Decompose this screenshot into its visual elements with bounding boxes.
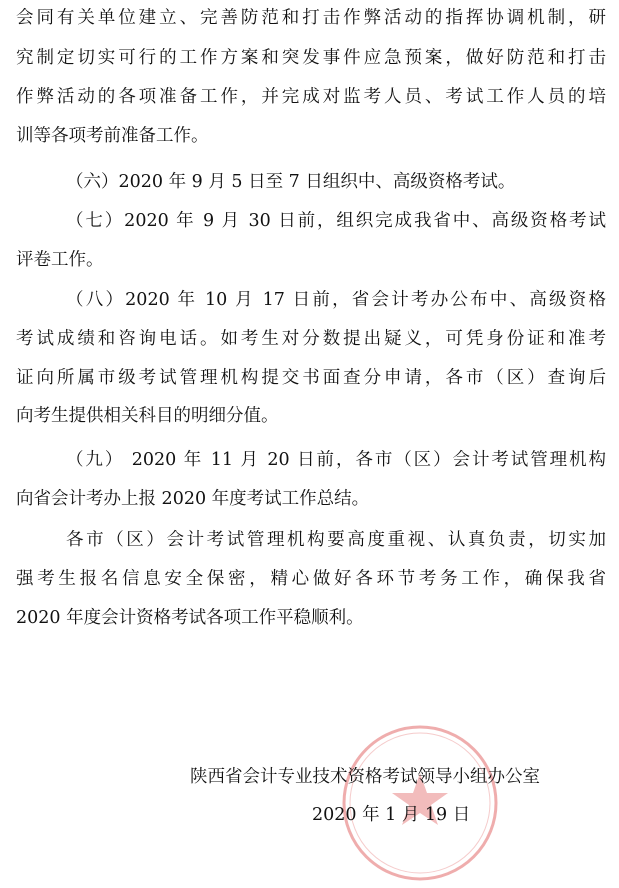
body-line: 会同有关单位建立、完善防范和打击作弊活动的指挥协调机制，研: [16, 8, 606, 28]
body-line: 考试成绩和咨询电话。如考生对分数提出疑义，可凭身份证和准考: [16, 329, 606, 349]
body-line: 向省会计考办上报 2020 年度考试工作总结。: [16, 489, 370, 509]
body-line: 2020 年度会计资格考试各项工作平稳顺利。: [16, 608, 364, 628]
body-line: 训等各项考前准备工作。: [16, 126, 209, 146]
issue-date: 2020 年 1 月 19 日: [312, 805, 471, 825]
issuing-organization: 陕西省会计专业技术资格考试领导小组办公室: [190, 767, 540, 787]
body-line: （六）2020 年 9 月 5 日至 7 日组织中、高级资格考试。: [66, 172, 516, 192]
body-line: 证向所属市级考试管理机构提交书面查分申请，各市（区）查询后: [16, 368, 606, 388]
body-line: （八）2020 年 10 月 17 日前，省会计考办公布中、高级资格: [66, 290, 606, 310]
body-line: 向考生提供相关科目的明细分值。: [16, 406, 279, 426]
body-line: （七）2020 年 9 月 30 日前，组织完成我省中、高级资格考试: [66, 211, 606, 231]
body-line: 各市（区）会计考试管理机构要高度重视、认真负责，切实加: [66, 530, 606, 550]
body-line: （九） 2020 年 11 月 20 日前，各市（区）会计考试管理机构: [66, 450, 606, 470]
body-line: 究制定切实可行的工作方案和突发事件应急预案，做好防范和打击: [16, 48, 606, 68]
body-line: 作弊活动的各项准备工作，并完成对监考人员、考试工作人员的培: [16, 87, 606, 107]
body-line: 强考生报名信息安全保密，精心做好各环节考务工作，确保我省: [16, 569, 606, 589]
body-line: 评卷工作。: [16, 250, 104, 270]
